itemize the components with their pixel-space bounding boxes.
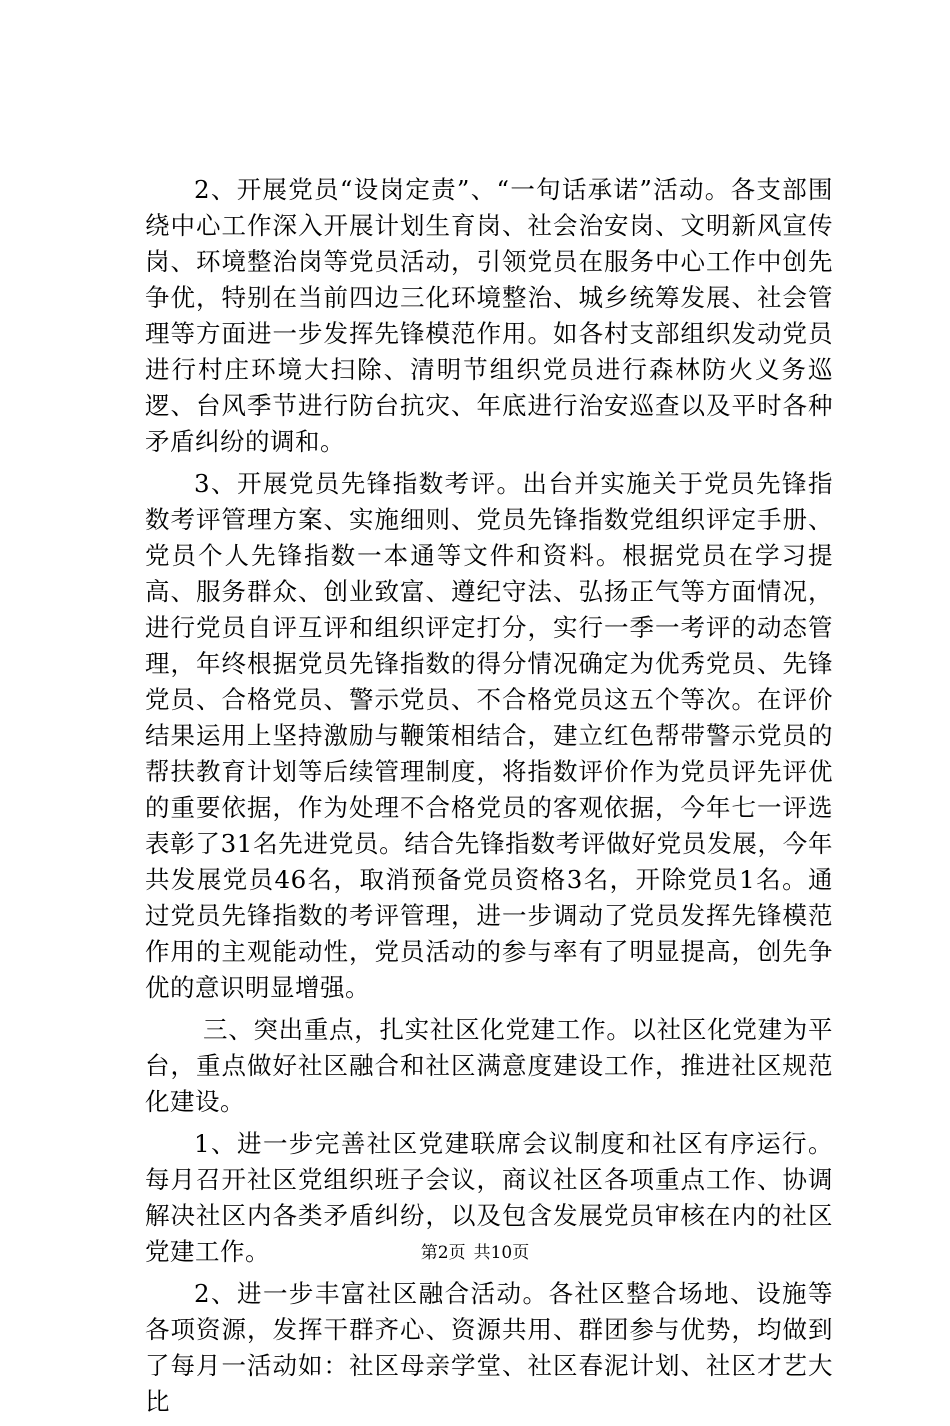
- page-footer: [0, 1242, 950, 1264]
- paragraph-3: 三、突出重点，扎实社区化党建工作。以社区化党建为平台，重点做好社区融合和社区满意度建设工作，推进社区规范化建设。: [145, 1015, 833, 1116]
- paragraph-5: 2、进一步丰富社区融合活动。各社区整合场地、设施等各项资源，发挥干群齐心、资源共用、群团参与优势，均做到了每月一活动如：社区母亲学堂、社区春泥计划、社区才艺大比: [145, 1279, 833, 1416]
- document-body: [145, 172, 833, 1426]
- paragraph-2: 3、开展党员先锋指数考评。出台并实施关于党员先锋指数考评管理方案、实施细则、党员先锋指数党组织评定手册、党员个人先锋指数一本通等文件和资料。根据党员在学习提高、服务群众、创业致富、遵纪守法、弘扬正气等方面情况，进行党员自评互评和组织评定打分，实行一季一考评的动态管理，年终根据党员先锋指数的得分情况确定为优秀党员、先锋党员、合格党员、警示党员、不合格党员这五个等次。在评价结果运用上坚持激励与鞭策相结合，建立红色帮带警示党员的帮扶教育计划等后续管理制度，将指数评价作为党员评先评优的重要依据，作为处理不合格党员的客观依据，今年七一评选表彰了31名先进党员。结合先锋指数考评做好党员发展，今年共发展党员46名，取消预备党员资格3名，开除党员1名。通过党员先锋指数的考评管理，进一步调动了党员发挥先锋模范作用的主观能动性，党员活动的参与率有了明显提高，创先争优的意识明显增强。: [145, 469, 833, 1002]
- paragraph-1: 2、开展党员“设岗定责”、“一句话承诺”活动。各支部围绕中心工作深入开展计划生育岗、社会治安岗、文明新风宣传岗、环境整治岗等党员活动，引领党员在服务中心工作中创先争优，特别在当前四边三化环境整治、城乡统筹发展、社会管理等方面进一步发挥先锋模范作用。如各村支部组织发动党员进行村庄环境大扫除、清明节组织党员进行森林防火义务巡逻、台风季节进行防台抗灾、年底进行治安巡查以及平时各种矛盾纠纷的调和。: [145, 175, 833, 456]
- page-total: 共10页: [473, 1243, 530, 1263]
- page-number: 第2页: [420, 1243, 466, 1263]
- paragraph-4: 1、进一步完善社区党建联席会议制度和社区有序运行。每月召开社区党组织班子会议，商议社区各项重点工作、协调解决社区内各类矛盾纠纷，以及包含发展党员审核在内的社区党建工作。: [145, 1129, 833, 1266]
